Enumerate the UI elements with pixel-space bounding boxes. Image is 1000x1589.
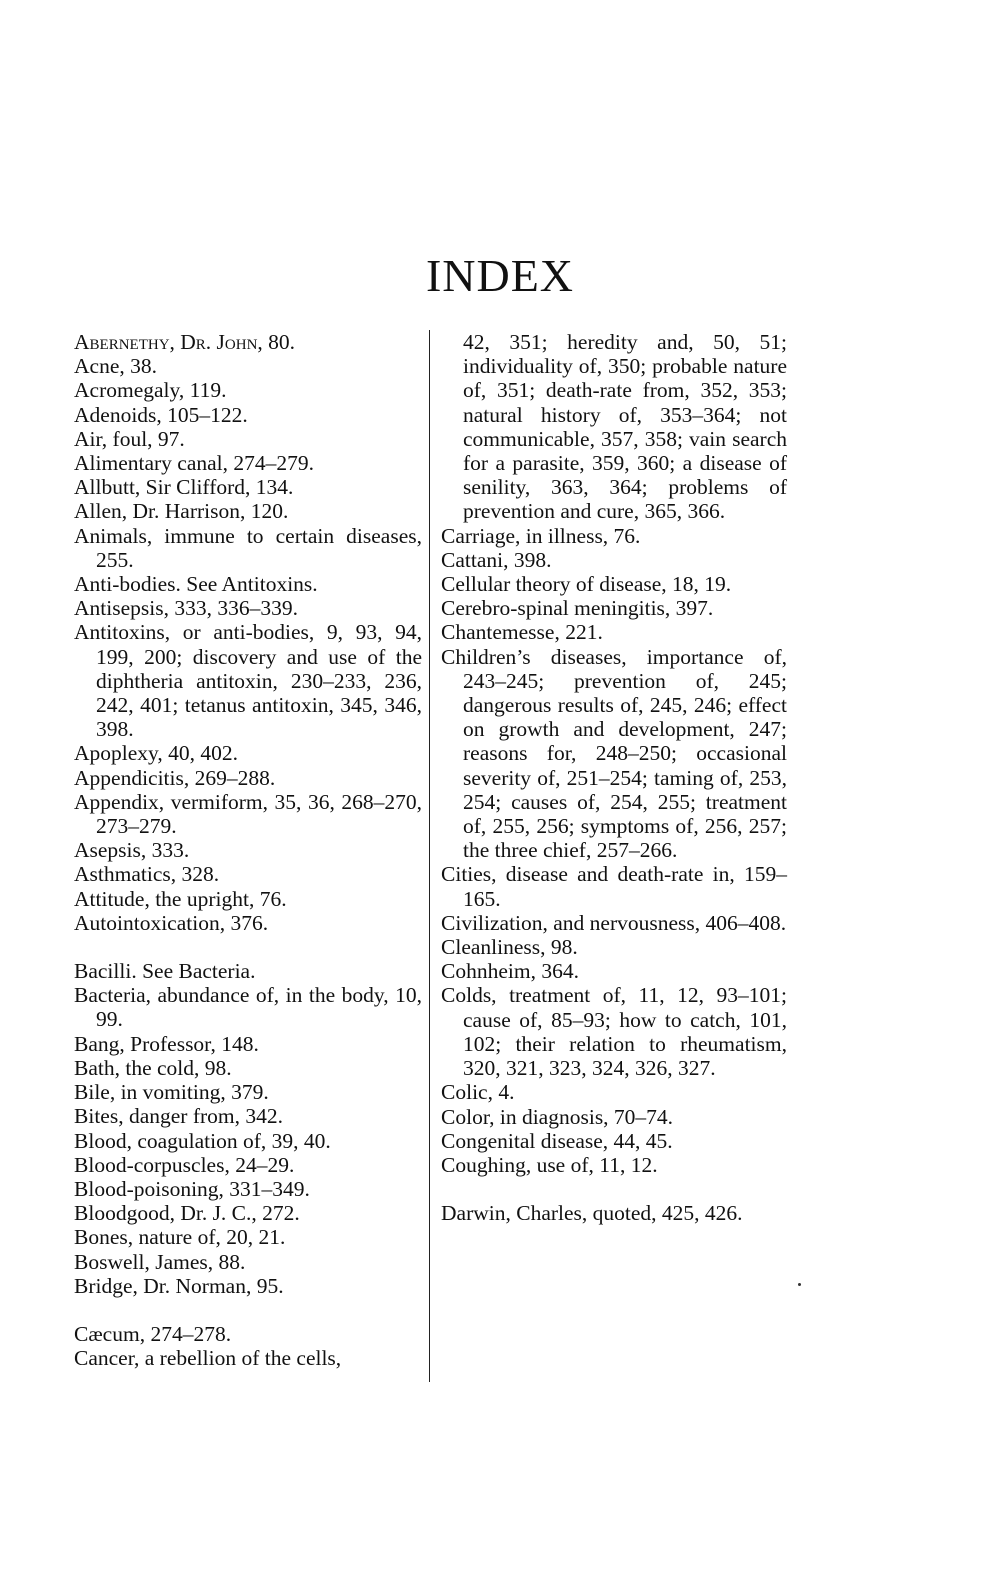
index-entry: Bath, the cold, 98. [74, 1055, 232, 1080]
index-entry: Allen, Dr. Harrison, 120. [74, 499, 289, 524]
index-entry: Animals, immune to certain diseases, 255. [74, 523, 422, 572]
page-title: INDEX [425, 250, 575, 301]
index-entry: Boswell, James, 88. [74, 1249, 246, 1274]
index-entry: Cerebro-spinal meningitis, 397. [441, 596, 714, 621]
index-entry: Colic, 4. [441, 1080, 515, 1105]
index-entry: Antitoxins, or anti-bodies, 9, 93, 94, 199, 200; discovery and use of the diphtheria antitoxin, 230–233, 236, 242, 401; tetanus antitoxin, 345, 346, 398. [74, 620, 422, 742]
index-entry: Bones, nature of, 20, 21. [74, 1225, 286, 1250]
index-entry: Congenital disease, 44, 45. [441, 1128, 673, 1153]
index-entry: Carriage, in illness, 76. [441, 523, 641, 548]
index-entry: Acne, 38. [74, 354, 157, 379]
index-entry: Abernethy, Dr. John, 80. [74, 330, 296, 354]
column-divider [429, 330, 430, 1382]
index-entry: Anti-bodies. See Antitoxins. [74, 572, 318, 597]
index-entry: Cancer, a rebellion of the cells, [74, 1346, 342, 1371]
index-entry: Apoplexy, 40, 402. [74, 741, 239, 766]
index-entry: Children’s diseases, importance of, 243–245; prevention of, 245; dangerous results of, 245, 246; effect on growth and development, 247; reasons for, 248–250; occasional severity of, 251–254; taming of, 253, 254; causes of, 254, 255; treatment of, 255, 256; symptoms of, 256, 257; the three chief, 257–266. [441, 644, 787, 863]
index-entry: Air, foul, 97. [74, 426, 185, 451]
index-entry: Autointoxication, 376. [74, 910, 269, 935]
index-entry: Color, in diagnosis, 70–74. [441, 1104, 674, 1129]
index-entry: Adenoids, 105–122. [74, 402, 248, 427]
index-entry: Allbutt, Sir Clifford, 134. [74, 475, 294, 500]
index-entry: Bloodgood, Dr. J. C., 272. [74, 1201, 300, 1226]
index-entry: Coughing, use of, 11, 12. [441, 1152, 658, 1177]
index-entry: Asthmatics, 328. [74, 862, 220, 887]
index-entry: Bacilli. See Bacteria. [74, 959, 256, 984]
index-entry: Appendix, vermiform, 35, 36, 268–270, 273–279. [74, 789, 422, 839]
index-entry: Bile, in vomiting, 379. [74, 1080, 269, 1105]
index-entry: Acromegaly, 119. [74, 378, 227, 403]
index-entry: Bites, danger from, 342. [74, 1104, 283, 1129]
index-entry: Cattani, 398. [441, 547, 552, 572]
index-entry: Cæcum, 274–278. [74, 1321, 232, 1346]
index-entry: Cities, disease and death-rate in, 159–165. [441, 862, 787, 911]
index-entry: Asepsis, 333. [74, 838, 190, 863]
index-entry: Chantemesse, 221. [441, 620, 603, 645]
index-column-left [74, 330, 422, 1370]
index-entry: Civilization, and nervousness, 406–408. [441, 910, 787, 935]
index-entry: Antisepsis, 333, 336–339. [74, 596, 298, 621]
index-entry: Bacteria, abundance of, in the body, 10, 99. [74, 983, 422, 1032]
index-entry: Cleanliness, 98. [441, 935, 578, 960]
section-gap [74, 1298, 422, 1322]
index-entry: Darwin, Charles, quoted, 425, 426. [441, 1201, 743, 1226]
index-entry: Bang, Professor, 148. [74, 1031, 259, 1056]
section-gap [74, 935, 422, 959]
index-entry: Cellular theory of disease, 18, 19. [441, 572, 732, 597]
index-entry: Appendicitis, 269–288. [74, 765, 276, 790]
index-entry: Attitude, the upright, 76. [74, 886, 287, 911]
index-column-right [441, 330, 787, 1225]
stray-mark [798, 1283, 801, 1286]
index-entry: Bridge, Dr. Norman, 95. [74, 1273, 284, 1298]
index-entry-continued: 42, 351; heredity and, 50, 51; individuality of, 350; probable nature of, 351; death-rate from, 352, 353; natural history of, 353–364; not communicable, 357, 358; vain search for a parasite, 359, 360; a disease of senility, 363, 364; problems of prevention and cure, 365, 366. [463, 330, 787, 524]
index-entry: Colds, treatment of, 11, 12, 93–101; cause of, 85–93; how to catch, 101, 102; their relation to rheumatism, 320, 321, 323, 324, 326, 327. [441, 983, 787, 1081]
index-entry: Alimentary canal, 274–279. [74, 451, 315, 476]
index-entry: Blood-poisoning, 331–349. [74, 1176, 310, 1201]
index-entry: Blood-corpuscles, 24–29. [74, 1152, 295, 1177]
index-entry: Blood, coagulation of, 39, 40. [74, 1128, 331, 1153]
section-gap [441, 1177, 787, 1201]
index-entry: Cohnheim, 364. [441, 959, 579, 984]
